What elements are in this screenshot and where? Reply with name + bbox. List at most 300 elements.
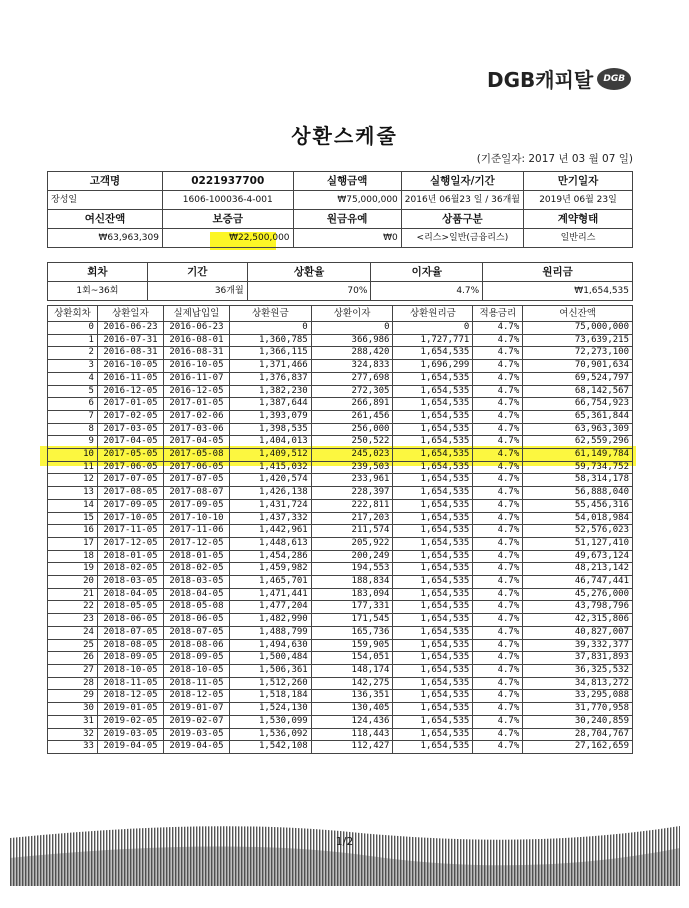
table-cell: 256,000 (311, 423, 393, 436)
deposit-amount: ₩22,500,000 (162, 229, 293, 248)
table-cell: 1,409,512 (229, 449, 311, 462)
table-cell: 1,654,535 (393, 499, 473, 512)
table-cell: 2019-02-07 (163, 715, 229, 728)
table-cell: 1,426,138 (229, 487, 311, 500)
table-cell: 2016-12-05 (97, 385, 163, 398)
customer-name: 장성일 (48, 191, 163, 210)
table-cell: 112,427 (311, 741, 393, 754)
header-principal-deferral: 원금유예 (293, 210, 401, 229)
table-row (48, 703, 633, 716)
table-cell: 2016-08-31 (97, 347, 163, 360)
table-cell: 4.7% (473, 563, 523, 576)
table-row (48, 588, 633, 601)
table-cell: 1,654,535 (393, 715, 473, 728)
table-cell: 2017-05-05 (97, 449, 163, 462)
brand-name: DGB캐피탈 (487, 68, 594, 92)
table-cell: 25 (48, 639, 98, 652)
table-cell: 4.7% (473, 550, 523, 563)
table-cell: 136,351 (311, 690, 393, 703)
table-cell: 1,530,099 (229, 715, 311, 728)
table-cell: 2018-11-05 (163, 677, 229, 690)
table-cell: 4.7% (473, 690, 523, 703)
table-cell: 2017-08-07 (163, 487, 229, 500)
table-cell: 228,397 (311, 487, 393, 500)
table-cell: 72,273,100 (523, 347, 633, 360)
table-cell: 2016-10-05 (97, 360, 163, 373)
table-cell: 43,798,796 (523, 601, 633, 614)
table-cell: 1,654,535 (393, 563, 473, 576)
table-cell: 261,456 (311, 410, 393, 423)
interest-rate: 4.7% (371, 282, 483, 301)
page-number: 1/2 (335, 835, 354, 848)
table-cell: 0 (229, 322, 311, 335)
table-cell: 2017-08-05 (97, 487, 163, 500)
table-cell: 21 (48, 588, 98, 601)
table-cell: 2016-10-05 (163, 360, 229, 373)
table-cell: 4.7% (473, 626, 523, 639)
table-cell: 45,276,000 (523, 588, 633, 601)
table-cell: 222,811 (311, 499, 393, 512)
header-contract-type: 계약형태 (524, 210, 633, 229)
table-row (48, 715, 633, 728)
table-cell: 1,654,535 (393, 652, 473, 665)
table-cell: 205,922 (311, 537, 393, 550)
table-cell: 1,459,982 (229, 563, 311, 576)
table-cell: 5 (48, 385, 98, 398)
table-cell: 130,405 (311, 703, 393, 716)
table-cell: 1,398,535 (229, 423, 311, 436)
table-cell: 4.7% (473, 461, 523, 474)
table-cell: 30,240,859 (523, 715, 633, 728)
table-cell: 1,454,286 (229, 550, 311, 563)
brand-emblem-icon: DGB (597, 68, 631, 90)
table-cell: 2018-09-05 (97, 652, 163, 665)
table-cell: 2017-12-05 (163, 537, 229, 550)
installments: 1회~36회 (48, 282, 148, 301)
table-cell: 63,963,309 (523, 423, 633, 436)
table-cell: 188,834 (311, 576, 393, 589)
table-cell: 2017-09-05 (163, 499, 229, 512)
schedule-header-cell: 상환이자 (311, 306, 393, 322)
table-row (48, 652, 633, 665)
table-cell: 4 (48, 372, 98, 385)
table-cell: 4.7% (473, 385, 523, 398)
reference-date: (기준일자: 2017 년 03 월 07 일) (476, 153, 633, 165)
table-cell: 4.7% (473, 512, 523, 525)
header-deposit: 보증금 (162, 210, 293, 229)
table-cell: 55,456,316 (523, 499, 633, 512)
table-cell: 11 (48, 461, 98, 474)
table-cell: 62,559,296 (523, 436, 633, 449)
table-cell: 13 (48, 487, 98, 500)
table-cell: 66,754,923 (523, 398, 633, 411)
table-cell: 233,961 (311, 474, 393, 487)
table-cell: 266,891 (311, 398, 393, 411)
table-cell: 6 (48, 398, 98, 411)
header-product-type: 상품구분 (401, 210, 523, 229)
table-row (48, 423, 633, 436)
table-cell: 1,654,535 (393, 601, 473, 614)
table-cell: 1,654,535 (393, 728, 473, 741)
table-cell: 1,654,535 (393, 664, 473, 677)
table-cell: 1,376,837 (229, 372, 311, 385)
table-cell: 58,314,178 (523, 474, 633, 487)
table-row (48, 436, 633, 449)
table-cell: 9 (48, 436, 98, 449)
table-cell: 1,654,535 (393, 639, 473, 652)
table-cell: 54,018,984 (523, 512, 633, 525)
table-cell: 1,654,535 (393, 461, 473, 474)
maturity-date: 2019년 06월 23일 (524, 191, 633, 210)
table-cell: 1,506,361 (229, 664, 311, 677)
table-cell: 250,522 (311, 436, 393, 449)
table-cell: 34,813,272 (523, 677, 633, 690)
table-cell: 148,174 (311, 664, 393, 677)
table-cell: 52,576,023 (523, 525, 633, 538)
table-cell: 1,654,535 (393, 385, 473, 398)
table-cell: 1,654,535 (393, 626, 473, 639)
header-interest-rate: 이자율 (371, 263, 483, 282)
table-row (48, 601, 633, 614)
table-cell: 4.7% (473, 474, 523, 487)
header-loan-balance: 여신잔액 (48, 210, 163, 229)
table-cell: 14 (48, 499, 98, 512)
table-cell: 1,482,990 (229, 614, 311, 627)
table-cell: 2018-08-06 (163, 639, 229, 652)
table-cell: 2017-02-05 (97, 410, 163, 423)
table-cell: 37,831,893 (523, 652, 633, 665)
table-cell: 4.7% (473, 576, 523, 589)
schedule-header-cell: 상환일자 (97, 306, 163, 322)
table-cell: 2019-04-05 (163, 741, 229, 754)
table-cell: 2018-02-05 (97, 563, 163, 576)
table-cell: 4.7% (473, 372, 523, 385)
header-installment-amount: 원리금 (483, 263, 633, 282)
table-row (48, 525, 633, 538)
table-cell: 2018-04-05 (97, 588, 163, 601)
table-cell: 56,888,040 (523, 487, 633, 500)
table-cell: 31,770,958 (523, 703, 633, 716)
table-cell: 245,023 (311, 449, 393, 462)
table-cell: 4.7% (473, 537, 523, 550)
table-cell: 1,654,535 (393, 436, 473, 449)
table-cell: 124,436 (311, 715, 393, 728)
table-cell: 1,465,701 (229, 576, 311, 589)
table-cell: 2017-12-05 (97, 537, 163, 550)
table-cell: 2019-02-05 (97, 715, 163, 728)
table-cell: 1,518,184 (229, 690, 311, 703)
table-cell: 2017-04-05 (163, 436, 229, 449)
contract-number: 1606-100036-4-001 (162, 191, 293, 210)
table-cell: 51,127,410 (523, 537, 633, 550)
table-cell: 1,654,535 (393, 525, 473, 538)
schedule-header-cell: 상환회차 (48, 306, 98, 322)
table-cell: 0 (311, 322, 393, 335)
table-cell: 4.7% (473, 334, 523, 347)
table-cell: 4.7% (473, 601, 523, 614)
table-cell: 1,654,535 (393, 690, 473, 703)
table-cell: 1,366,115 (229, 347, 311, 360)
table-cell: 2017-03-05 (97, 423, 163, 436)
table-cell: 4.7% (473, 322, 523, 335)
table-cell: 1,471,441 (229, 588, 311, 601)
table-cell: 10 (48, 449, 98, 462)
table-cell: 65,361,844 (523, 410, 633, 423)
table-cell: 288,420 (311, 347, 393, 360)
table-row (48, 398, 633, 411)
repayment-rate: 70% (247, 282, 371, 301)
table-cell: 31 (48, 715, 98, 728)
table-cell: 2016-12-05 (163, 385, 229, 398)
header-period: 기간 (147, 263, 247, 282)
table-cell: 2016-06-23 (97, 322, 163, 335)
table-cell: 183,094 (311, 588, 393, 601)
table-cell: 59,734,752 (523, 461, 633, 474)
table-cell: 0 (393, 322, 473, 335)
table-cell: 19 (48, 563, 98, 576)
exec-date-period: 2016년 06월23 일 / 36개월 (401, 191, 523, 210)
table-cell: 17 (48, 537, 98, 550)
table-cell: 277,698 (311, 372, 393, 385)
table-cell: 2017-09-05 (97, 499, 163, 512)
table-cell: 1,387,644 (229, 398, 311, 411)
table-cell: 4.7% (473, 715, 523, 728)
table-cell: 0 (48, 322, 98, 335)
table-cell: 1,727,771 (393, 334, 473, 347)
table-row (48, 563, 633, 576)
table-row (48, 449, 633, 462)
table-cell: 2017-04-05 (97, 436, 163, 449)
table-cell: 1,654,535 (393, 398, 473, 411)
header-loan-amount: 실행금액 (293, 172, 401, 191)
table-row (48, 626, 633, 639)
table-cell: 194,553 (311, 563, 393, 576)
table-cell: 30 (48, 703, 98, 716)
table-cell: 1,512,260 (229, 677, 311, 690)
table-cell: 366,986 (311, 334, 393, 347)
table-cell: 2018-01-05 (163, 550, 229, 563)
table-cell: 4.7% (473, 639, 523, 652)
table-cell: 1,536,092 (229, 728, 311, 741)
table-cell: 177,331 (311, 601, 393, 614)
table-cell: 4.7% (473, 728, 523, 741)
table-cell: 2018-03-05 (163, 576, 229, 589)
table-row (48, 347, 633, 360)
table-cell: 200,249 (311, 550, 393, 563)
principal-deferral: ₩0 (293, 229, 401, 248)
table-cell: 42,315,806 (523, 614, 633, 627)
schedule-header-cell: 적용금리 (473, 306, 523, 322)
header-repayment-rate: 상환율 (247, 263, 371, 282)
table-cell: 70,901,634 (523, 360, 633, 373)
table-cell: 2019-01-05 (97, 703, 163, 716)
table-cell: 4.7% (473, 449, 523, 462)
table-cell: 272,305 (311, 385, 393, 398)
table-cell: 2019-03-05 (97, 728, 163, 741)
table-cell: 217,203 (311, 512, 393, 525)
table-cell: 2017-02-06 (163, 410, 229, 423)
table-cell: 16 (48, 525, 98, 538)
table-row (48, 639, 633, 652)
table-cell: 4.7% (473, 360, 523, 373)
table-cell: 2019-03-05 (163, 728, 229, 741)
table-cell: 12 (48, 474, 98, 487)
table-cell: 3 (48, 360, 98, 373)
header-maturity-date: 만기일자 (524, 172, 633, 191)
table-cell: 1,654,535 (393, 423, 473, 436)
table-cell: 28,704,767 (523, 728, 633, 741)
table-cell: 26 (48, 652, 98, 665)
table-row (48, 512, 633, 525)
table-cell: 1,448,613 (229, 537, 311, 550)
table-cell: 2016-11-05 (97, 372, 163, 385)
table-cell: 2018-07-05 (97, 626, 163, 639)
table-row (48, 741, 633, 754)
product-type: <리스>일반(금융리스) (401, 229, 523, 248)
table-cell: 33,295,088 (523, 690, 633, 703)
table-row (48, 360, 633, 373)
table-row (48, 385, 633, 398)
table-row (48, 576, 633, 589)
table-cell: 211,574 (311, 525, 393, 538)
table-cell: 48,213,142 (523, 563, 633, 576)
table-cell: 1,654,535 (393, 677, 473, 690)
table-cell: 4.7% (473, 614, 523, 627)
table-cell: 1,654,535 (393, 487, 473, 500)
table-cell: 8 (48, 423, 98, 436)
table-cell: 20 (48, 576, 98, 589)
table-cell: 1,415,032 (229, 461, 311, 474)
table-cell: 1,654,535 (393, 449, 473, 462)
table-cell: 2018-05-08 (163, 601, 229, 614)
loan-amount: ₩75,000,000 (293, 191, 401, 210)
table-row (48, 690, 633, 703)
table-row (48, 499, 633, 512)
terms-table (47, 262, 633, 301)
page-title: 상환스케줄 (291, 124, 398, 148)
header-installments: 회차 (48, 263, 148, 282)
table-cell: 2017-06-05 (163, 461, 229, 474)
repayment-schedule-table (47, 305, 633, 754)
table-cell: 1,382,230 (229, 385, 311, 398)
table-cell: 39,332,377 (523, 639, 633, 652)
table-cell: 2019-04-05 (97, 741, 163, 754)
table-row (48, 537, 633, 550)
table-cell: 2018-10-05 (163, 664, 229, 677)
table-row (48, 550, 633, 563)
table-cell: 2018-06-05 (163, 614, 229, 627)
loan-balance: ₩63,963,309 (48, 229, 163, 248)
header-customer-id: 0221937700 (162, 172, 293, 191)
table-cell: 2018-02-05 (163, 563, 229, 576)
table-cell: 2016-08-01 (163, 334, 229, 347)
table-cell: 2016-06-23 (163, 322, 229, 335)
table-row (48, 677, 633, 690)
table-cell: 1,654,535 (393, 537, 473, 550)
table-cell: 27,162,659 (523, 741, 633, 754)
table-cell: 49,673,124 (523, 550, 633, 563)
table-cell: 1,654,535 (393, 576, 473, 589)
table-cell: 2017-05-08 (163, 449, 229, 462)
table-cell: 1,500,484 (229, 652, 311, 665)
contract-info-table (47, 171, 633, 248)
table-cell: 36,325,532 (523, 664, 633, 677)
table-cell: 4.7% (473, 741, 523, 754)
table-cell: 2017-11-05 (97, 525, 163, 538)
table-cell: 61,149,784 (523, 449, 633, 462)
table-cell: 2018-03-05 (97, 576, 163, 589)
table-cell: 22 (48, 601, 98, 614)
table-cell: 2018-12-05 (163, 690, 229, 703)
table-cell: 18 (48, 550, 98, 563)
table-cell: 40,827,007 (523, 626, 633, 639)
table-cell: 2017-10-10 (163, 512, 229, 525)
table-cell: 118,443 (311, 728, 393, 741)
table-cell: 159,905 (311, 639, 393, 652)
table-cell: 2018-06-05 (97, 614, 163, 627)
table-cell: 171,545 (311, 614, 393, 627)
table-cell: 1,654,535 (393, 703, 473, 716)
table-cell: 2017-01-05 (97, 398, 163, 411)
table-cell: 1,654,535 (393, 372, 473, 385)
schedule-header-cell: 실제납입일 (163, 306, 229, 322)
table-cell: 1,420,574 (229, 474, 311, 487)
table-cell: 2017-07-05 (97, 474, 163, 487)
table-cell: 69,524,797 (523, 372, 633, 385)
table-row (48, 410, 633, 423)
table-row (48, 474, 633, 487)
table-cell: 27 (48, 664, 98, 677)
table-row (48, 614, 633, 627)
table-cell: 1,654,535 (393, 588, 473, 601)
installment-amount: ₩1,654,535 (483, 282, 633, 301)
table-cell: 1,654,535 (393, 347, 473, 360)
table-cell: 24 (48, 626, 98, 639)
table-cell: 29 (48, 690, 98, 703)
table-cell: 324,833 (311, 360, 393, 373)
table-row (48, 664, 633, 677)
table-row (48, 322, 633, 335)
schedule-header-cell: 상환원금 (229, 306, 311, 322)
table-cell: 1,488,799 (229, 626, 311, 639)
table-cell: 1,696,299 (393, 360, 473, 373)
table-row (48, 334, 633, 347)
table-cell: 2018-08-05 (97, 639, 163, 652)
table-cell: 2017-11-06 (163, 525, 229, 538)
table-cell: 1,654,535 (393, 474, 473, 487)
contract-type: 일반리스 (524, 229, 633, 248)
table-cell: 46,747,441 (523, 576, 633, 589)
table-cell: 2018-01-05 (97, 550, 163, 563)
table-cell: 2018-05-05 (97, 601, 163, 614)
table-cell: 1,654,535 (393, 512, 473, 525)
table-cell: 1,524,130 (229, 703, 311, 716)
table-cell: 2019-01-07 (163, 703, 229, 716)
table-cell: 4.7% (473, 652, 523, 665)
table-cell: 2016-08-31 (163, 347, 229, 360)
brand-logo-area (487, 64, 631, 93)
table-cell: 1,437,332 (229, 512, 311, 525)
table-cell: 4.7% (473, 398, 523, 411)
table-cell: 2017-03-06 (163, 423, 229, 436)
table-cell: 2017-01-05 (163, 398, 229, 411)
table-cell: 1,431,724 (229, 499, 311, 512)
header-exec-date-period: 실행일자/기간 (401, 172, 523, 191)
table-cell: 4.7% (473, 664, 523, 677)
table-cell: 1,542,108 (229, 741, 311, 754)
table-cell: 2017-07-05 (163, 474, 229, 487)
table-row (48, 461, 633, 474)
